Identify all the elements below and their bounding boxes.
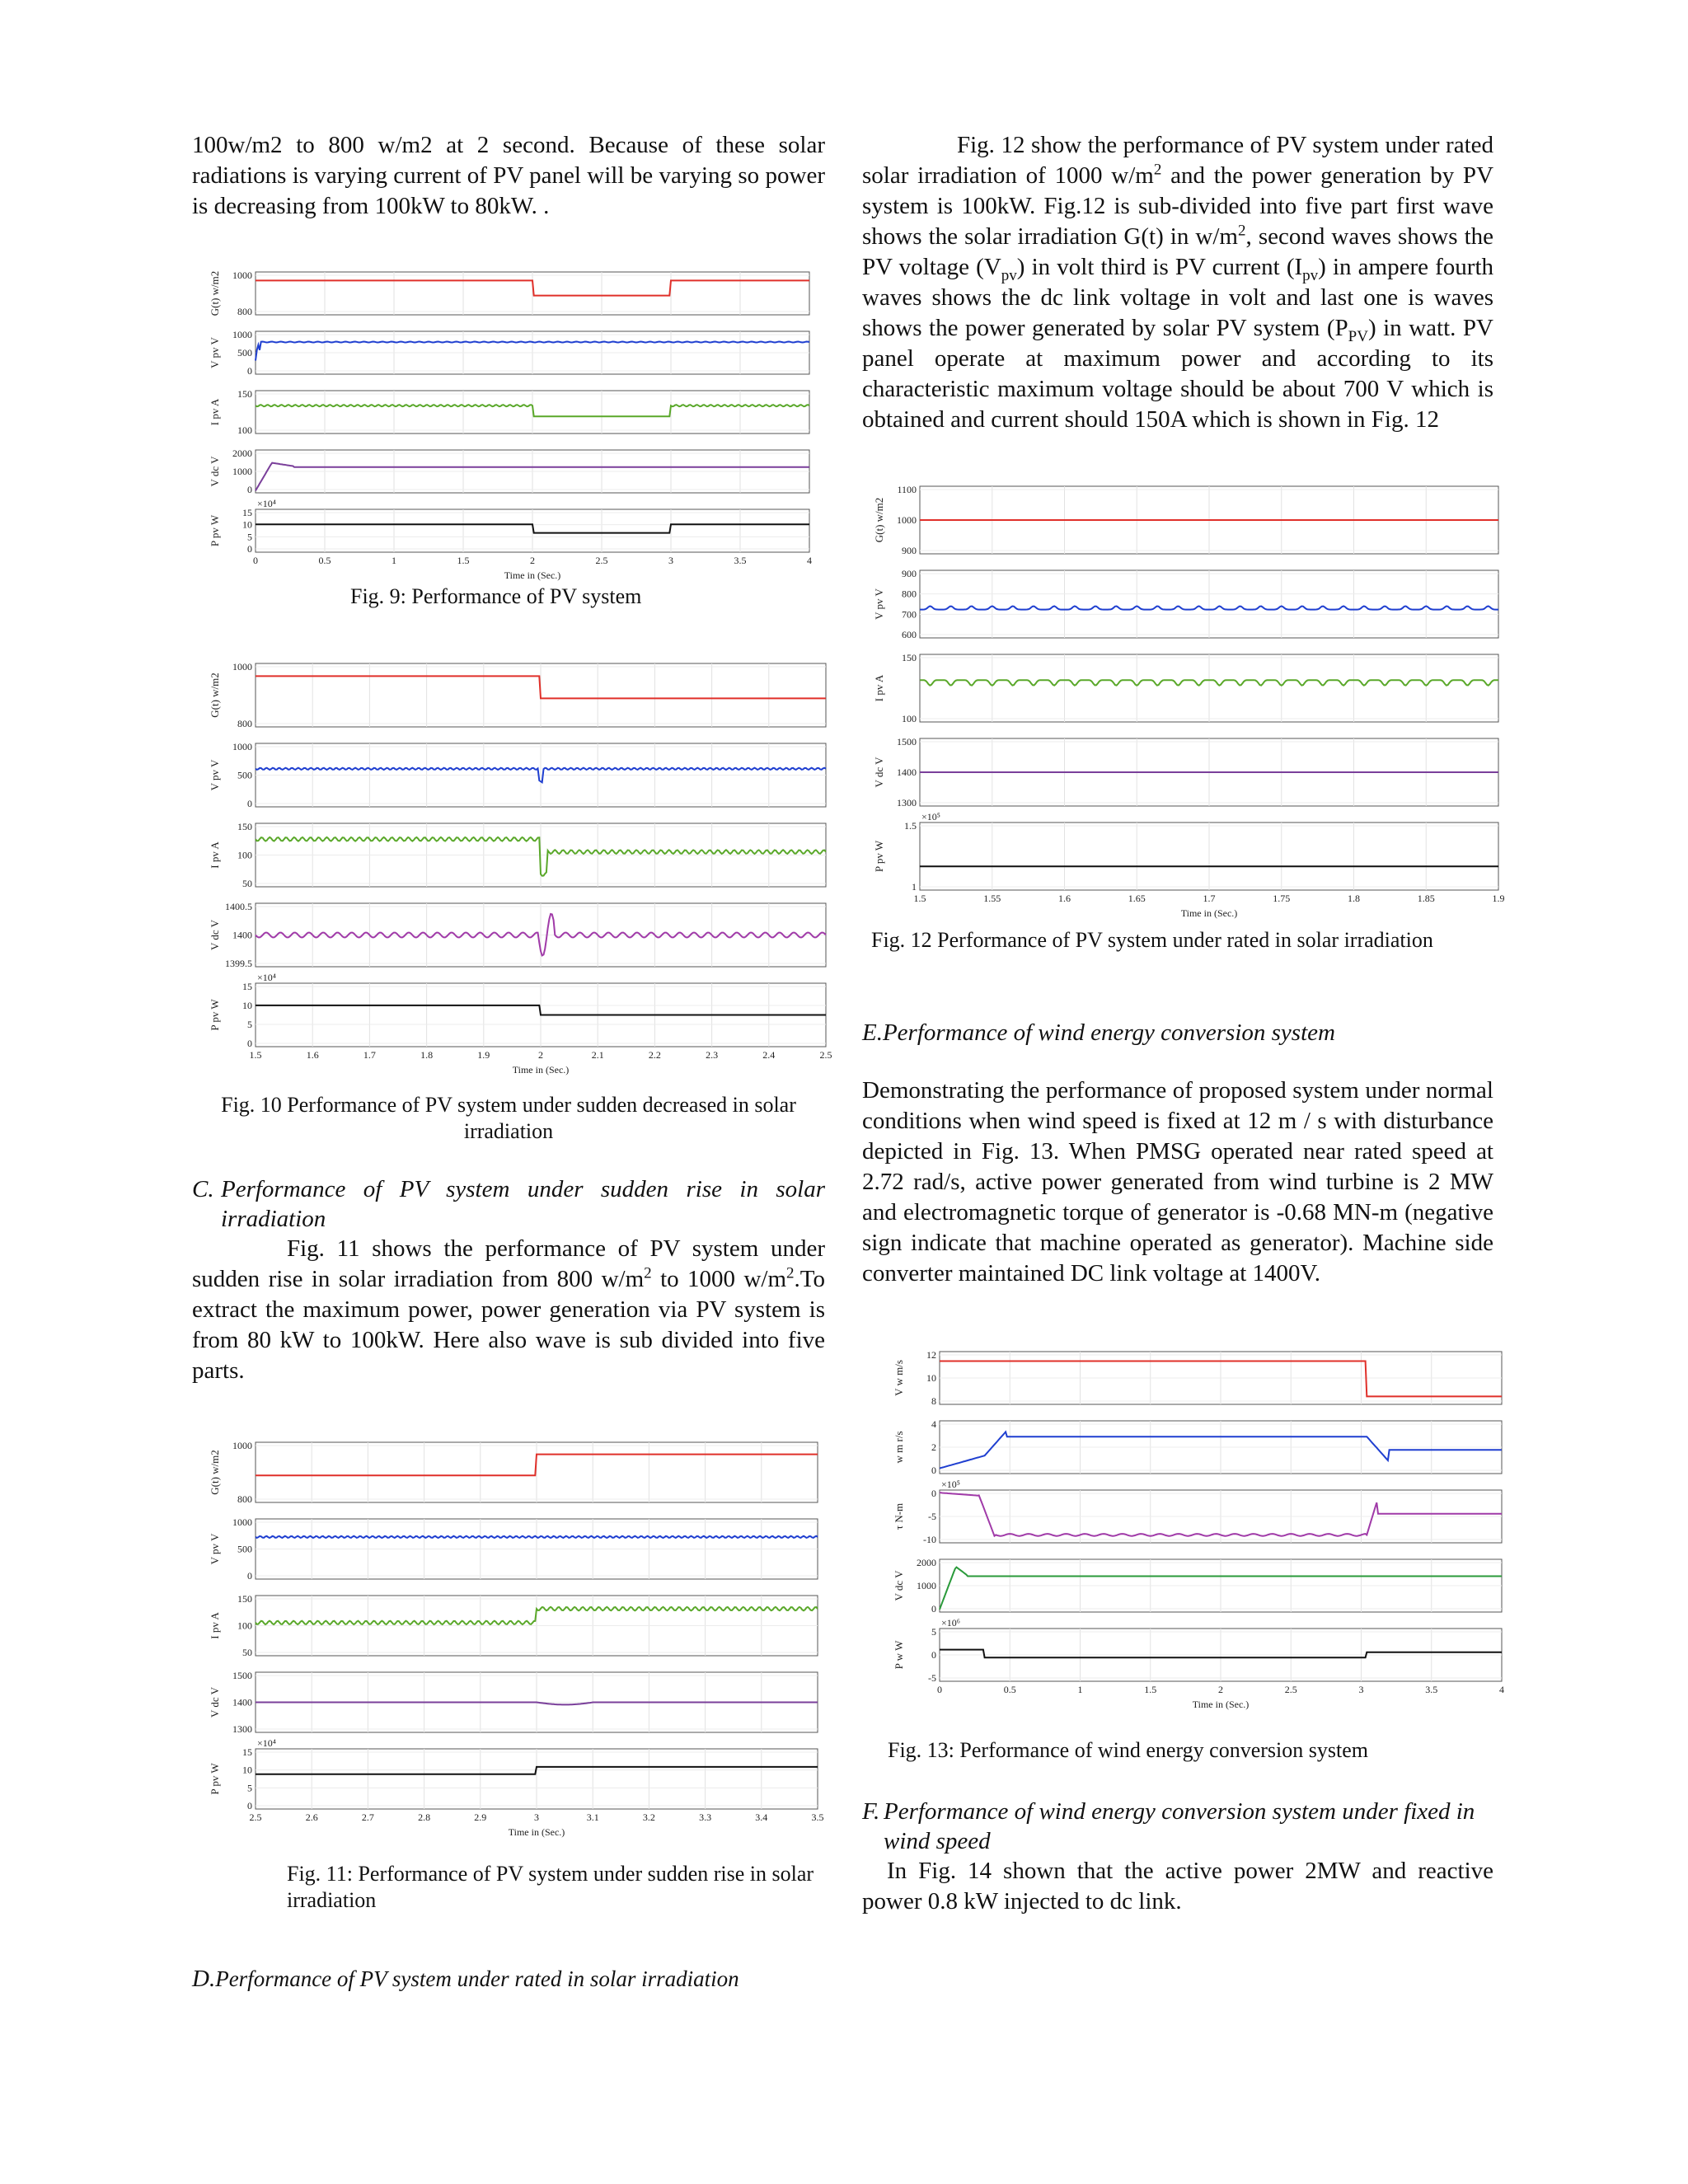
y-tick-label: 100 [237,424,252,436]
y-tick-label: 0 [247,365,252,377]
right-column [862,130,1493,435]
x-tick-label: 2.3 [706,1049,719,1061]
x-tick-label: 3.5 [811,1811,824,1823]
x-tick-label: 2.7 [361,1811,374,1823]
figure-10-plot [198,655,832,1080]
x-tick-label: 1.75 [1273,893,1291,904]
figure-9-caption: Fig. 9: Performance of PV system [350,584,642,608]
panel-2 [873,568,1498,640]
panel-5 [209,972,826,1049]
sup-2: 2 [644,1264,652,1282]
x-tick-label: 1 [392,555,396,566]
x-tick-label: 1 [1077,1684,1083,1695]
y-tick-label: 500 [237,347,252,359]
panel-4 [873,736,1498,808]
sub-PV: PV [1348,327,1368,345]
x-tick-label: 3.4 [755,1811,768,1823]
x-tick-label: 1.55 [983,893,1001,904]
panel-3 [209,821,826,889]
figure-9 [198,264,816,585]
text-e: ) in ampere fourth waves shows the dc link voltage in volt and last one is waves shows the power generated by solar PV system (P [862,254,1493,341]
panel-3 [873,652,1498,724]
panel-3 [209,388,809,436]
x-tick-label: 2.4 [762,1049,776,1061]
x-tick-label: 3 [1358,1684,1364,1695]
y-tick-label: 0 [247,543,252,555]
figure-10 [198,655,832,1080]
panel-2 [893,1418,1502,1476]
y-tick-label: 150 [902,652,917,663]
section-e-paragraph: Demonstrating the performance of proposed system under normal conditions when wind speed is fixed at 12 m / s with disturbance depicted in Fig. 13. When PMSG operated near rated speed at 2.72 rad/s, active power generated from wind turbine is 2 MW and electromagnetic torque of generator is -0.68 MN-m (negative sign indicate that machine operated as generator). Machine side converter maintained DC link voltage at 1400V. [862,1077,1493,1286]
y-tick-label: 0 [247,798,252,809]
y-tick-label: 1500 [232,1670,252,1681]
figure-10-caption-wrap [192,1092,825,1145]
y-tick-label: 2000 [917,1557,936,1568]
y-axis-label: I pv A [209,841,221,869]
paragraph-intro: 100w/m2 to 800 w/m2 at 2 second. Because of these solar radiations is varying current of PV panel will be varying so power is decreasing from 100kW to 80kW. . [192,132,825,219]
y-axis-label: G(t) w/m2 [209,1450,221,1495]
y-tick-label: 150 [237,1593,252,1605]
y-tick-label: 1400.5 [225,901,252,912]
y-tick-label: 5 [247,531,252,543]
x-tick-label: 0.5 [1003,1684,1016,1695]
axis-exponent: ×10⁵ [921,811,940,823]
y-tick-label: 1400 [897,766,917,778]
text-b: and the power generation by PV system is 100kW. Fig.12 is sub-divided into five part first wave shows the solar irradiation G(t) in w/m [862,162,1494,250]
x-tick-label: 1.5 [913,893,926,904]
x-tick-label: 3.5 [734,555,747,566]
x-tick-label: 2.6 [305,1811,318,1823]
section-d [192,1964,825,1994]
x-tick-label: 2 [1218,1684,1223,1695]
x-tick-label: 1.7 [1203,893,1216,904]
x-tick-label: 2.1 [591,1049,604,1061]
x-tick-label: 1.7 [363,1049,376,1061]
y-axis-label: V w m/s [893,1360,905,1396]
y-axis-label: P w W [893,1640,905,1670]
panel-2 [209,329,809,377]
figure-12 [862,478,1505,923]
y-tick-label: 15 [242,507,252,518]
y-axis-label: τ N-m [893,1502,905,1530]
y-axis-label: V dc V [873,757,885,788]
axis-exponent: ×10⁴ [257,972,276,983]
y-tick-label: 8 [931,1395,936,1407]
section-e-label: E. [862,1019,883,1046]
y-tick-label: 5 [247,1019,252,1030]
panel-3 [209,1593,818,1658]
y-axis-label: I pv A [209,1612,221,1639]
x-tick-label: 1.9 [477,1049,490,1061]
y-tick-label: 1000 [232,1516,252,1528]
y-tick-label: 600 [902,629,917,640]
y-axis-label: P pv W [209,999,221,1031]
x-tick-label: 1.5 [457,555,470,566]
x-tick-label: 0 [937,1684,942,1695]
y-tick-label: 150 [237,388,252,400]
section-c-text-c: .To extract the maximum power, power generation via PV system is from 80 kW to 100kW. Here also wave is sub divided into five parts. [192,1266,825,1384]
signal-trace [256,1536,818,1538]
x-axis-label: Time in (Sec.) [1180,907,1238,919]
sup-2: 2 [1153,161,1162,179]
figure-11-caption-wrap [287,1861,814,1914]
figure-9-plot [198,264,816,585]
paragraph-fig12-intro [862,130,1493,435]
axis-exponent: ×10⁶ [941,1617,960,1629]
y-tick-label: 100 [237,1619,252,1632]
y-tick-label: 0 [247,484,252,495]
y-tick-label: 2 [931,1441,936,1453]
section-f [862,1797,1493,1917]
y-tick-label: 0 [247,1038,252,1049]
section-c [192,1174,825,1386]
y-axis-label: P pv W [209,514,221,547]
y-axis-label: V dc V [209,1686,221,1718]
y-tick-label: 0 [931,1603,936,1615]
section-c-title: Performance of PV system under sudden rise in solar irradiation [220,1176,825,1232]
y-tick-label: 100 [237,849,252,861]
y-tick-label: 1000 [232,269,252,281]
y-tick-label: 800 [237,306,252,317]
x-tick-label: 2 [538,1049,543,1061]
x-tick-label: 2.2 [648,1049,661,1061]
y-tick-label: 5 [931,1626,936,1638]
section-c-text-b: to 1000 w/m [651,1266,787,1292]
x-tick-label: 1.6 [1058,893,1071,904]
y-axis-label: V dc V [209,919,221,951]
y-tick-label: 15 [242,1746,252,1758]
panel-1 [209,1440,818,1505]
y-axis-label: G(t) w/m2 [873,497,885,543]
section-d-label: D. [192,1966,216,1992]
panel-3 [893,1479,1502,1545]
y-axis-label: V pv V [209,759,221,791]
y-tick-label: 1400 [232,929,252,941]
x-tick-label: 1.9 [1492,893,1505,904]
section-d-title: Performance of PV system under rated in solar irradiation [215,1966,739,1991]
figure-13-caption-wrap [888,1737,1498,1764]
y-tick-label: 800 [237,718,252,729]
section-f-label: F. [862,1798,880,1825]
figure-12-caption: Fig. 12 Performance of PV system under rated in solar irradiation [871,928,1433,952]
figure-12-plot [862,478,1505,923]
sub-pv: pv [1302,266,1319,284]
y-tick-label: 1000 [232,466,252,477]
y-axis-label: I pv A [873,674,885,702]
text-d: ) in volt third is PV current (I [1016,254,1303,280]
y-tick-label: 1400 [232,1696,252,1708]
x-tick-label: 1.65 [1128,893,1146,904]
y-tick-label: 0 [247,1800,252,1811]
figure-13-caption: Fig. 13: Performance of wind energy conversion system [888,1738,1368,1762]
x-tick-label: 2.5 [819,1049,832,1061]
y-axis-label: V pv V [209,1533,221,1565]
y-tick-label: 800 [902,588,917,600]
panel-4 [893,1557,1502,1615]
axis-exponent: ×10⁵ [941,1479,960,1490]
section-f-title: Performance of wind energy conversion system under fixed in wind speed [883,1798,1475,1854]
x-tick-label: 3.1 [586,1811,599,1823]
x-tick-label: 4 [807,555,812,566]
panel-4 [209,901,826,969]
y-tick-label: -10 [923,1534,936,1545]
x-tick-label: 1.85 [1417,893,1435,904]
x-tick-label: 2.9 [474,1811,487,1823]
section-f-paragraph: In Fig. 14 shown that the active power 2MW and reactive power 0.8 kW injected to dc link. [862,1858,1493,1915]
x-tick-label: 2.5 [249,1811,262,1823]
y-tick-label: 1000 [232,329,252,340]
y-tick-label: 1 [912,881,917,893]
figure-11-plot [198,1434,824,1842]
y-tick-label: 5 [247,1782,252,1794]
y-axis-label: V pv V [209,337,221,368]
y-tick-label: 1399.5 [225,958,252,969]
y-tick-label: 900 [902,545,917,556]
y-tick-label: 50 [242,878,252,889]
y-tick-label: 500 [237,1543,252,1555]
y-tick-label: 1000 [232,1440,252,1451]
y-tick-label: 1000 [232,661,252,673]
axis-exponent: ×10⁴ [257,498,276,509]
panel-4 [209,448,809,495]
x-tick-label: 3 [534,1811,539,1823]
panel-5 [873,811,1498,893]
y-tick-label: 12 [926,1349,936,1361]
y-tick-label: 800 [237,1493,252,1505]
x-tick-label: 0 [253,555,258,566]
figure-13 [882,1343,1508,1714]
text-c: , second waves shows the PV voltage (V [862,223,1493,280]
sup-2: 2 [786,1264,795,1282]
figure-11-caption: Fig. 11: Performance of PV system under sudden rise in solar irradiation [287,1862,814,1912]
x-tick-label: 3 [668,555,673,566]
section-e-title: Performance of wind energy conversion system [882,1019,1335,1046]
y-axis-label: V dc V [893,1570,905,1601]
y-tick-label: 1100 [897,484,917,495]
y-tick-label: 1300 [897,797,917,808]
y-tick-label: 1000 [917,1580,936,1591]
sub-pv: pv [1001,266,1017,284]
section-c-text-a: Fig. 11 shows the performance of PV system under sudden rise in solar irradiation from 800 w/m [192,1235,825,1292]
y-tick-label: 700 [902,608,917,621]
y-tick-label: 10 [926,1372,936,1384]
x-axis-label: Time in (Sec.) [1192,1699,1250,1710]
y-tick-label: 4 [931,1418,936,1430]
panel-1 [209,269,809,317]
x-tick-label: 3.3 [699,1811,712,1823]
panel-1 [893,1349,1502,1407]
x-tick-label: 2.5 [595,555,608,566]
x-tick-label: 1.8 [420,1049,434,1061]
panel-1 [873,484,1498,556]
y-tick-label: 0 [931,1465,936,1476]
figure-12-caption-wrap [871,927,1498,954]
x-tick-label: 2.8 [418,1811,431,1823]
y-tick-label: 500 [237,769,252,781]
panel-5 [893,1617,1502,1684]
y-tick-label: 50 [242,1647,252,1658]
y-tick-label: -5 [928,1511,936,1522]
panel-5 [209,1737,818,1811]
y-tick-label: 0 [931,1649,936,1661]
y-axis-label: V dc V [209,456,221,487]
x-tick-label: 1.5 [249,1049,262,1061]
x-tick-label: 3.5 [1425,1684,1438,1695]
x-axis-label: Time in (Sec.) [512,1064,570,1076]
panel-2 [209,1516,818,1582]
y-tick-label: 10 [242,1000,252,1011]
x-tick-label: 2.5 [1284,1684,1297,1695]
x-tick-label: 1.5 [1144,1684,1157,1695]
y-axis-label: P pv W [209,1763,221,1795]
y-tick-label: 1500 [897,736,917,748]
left-column [192,130,825,222]
x-tick-label: 1.8 [1348,893,1360,904]
y-tick-label: 10 [242,518,252,531]
y-axis-label: w m r/s [893,1431,905,1464]
x-axis-label: Time in (Sec.) [504,569,561,581]
x-tick-label: 2 [530,555,535,566]
panel-4 [209,1670,818,1735]
x-tick-label: 4 [1499,1684,1504,1695]
y-tick-label: 15 [242,981,252,992]
y-tick-label: 1.5 [904,820,917,832]
panel-1 [209,661,826,729]
y-tick-label: -5 [928,1672,936,1684]
figure-11 [198,1434,824,1842]
y-tick-label: 2000 [232,448,252,459]
y-axis-label: G(t) w/m2 [209,673,221,718]
y-tick-label: 150 [237,821,252,832]
sup-2: 2 [1238,222,1246,240]
x-tick-label: 1.6 [306,1049,319,1061]
y-tick-label: 1300 [232,1723,252,1735]
y-tick-label: 10 [242,1764,252,1776]
y-tick-label: 1000 [897,514,917,526]
figure-9-caption-wrap [350,583,762,610]
y-axis-label: I pv A [209,398,221,426]
section-c-label: C. [192,1176,214,1202]
panel-2 [209,741,826,809]
panel-5 [209,498,809,555]
text-a: Fig. 12 show the performance of PV system under rated solar irradiation of 1000 w/m [862,132,1493,189]
figure-13-plot [882,1343,1508,1714]
y-tick-label: 1000 [232,741,252,752]
y-axis-label: P pv W [873,840,885,873]
y-tick-label: 0 [931,1488,936,1499]
section-e [862,1018,1493,1289]
y-axis-label: G(t) w/m2 [209,270,221,316]
section-c-paragraph [192,1234,825,1386]
x-tick-label: 0.5 [318,555,331,566]
axis-exponent: ×10⁴ [257,1737,276,1749]
x-tick-label: 3.2 [642,1811,655,1823]
figure-10-caption: Fig. 10 Performance of PV system under sudden decreased in solar irradiation [221,1093,796,1143]
y-tick-label: 900 [902,568,917,579]
text-f: ) in watt. PV panel operate at maximum power and according to its characteristic maximum voltage should be about 700 V which is obtained and current should 150A which is shown in Fig. 12 [862,315,1493,433]
x-axis-label: Time in (Sec.) [508,1826,565,1838]
y-tick-label: 100 [902,713,917,724]
y-axis-label: V pv V [873,588,885,620]
y-tick-label: 0 [247,1570,252,1582]
